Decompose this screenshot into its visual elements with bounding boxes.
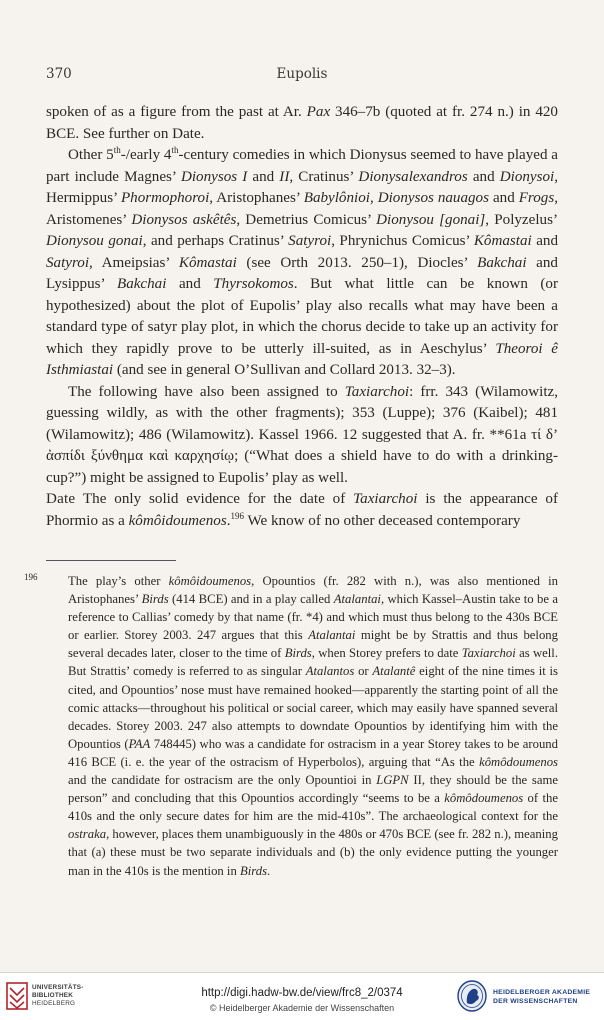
footnote-196: $^{196}$ The play’s other kômôidoumenos, Opountios (fr. 282 with n.), was also mentioned in Aristophanes’ Birds (414 BCE) and in a play called Atalantai, which Kassel–Austin take to be a reference to Callias’ comedy by that name (fr. *4) and which must thus belong to the 430s BCE or earlier. Storey 2003. 247 argues that this Atalantai might be by Strattis and thus belong several decades later, closer to the time of Birds, when Storey prefers to date Taxiarchoi as well. But Strattis’ comedy is referred to as singular Atalantos or Atalantê eight of the nine times it is cited, and Opountios’ nose must have remained hooked—apparently the starting point of all the comic attacks—throughout his political or social career, which may easily have spanned several decades. Storey 2003. 247 also attempts to downdate Opountios by identifying him with the Opountios (PAA 748445) who was a candidate for ostracism in a year Storey takes to be around 416 BCE (i. e. the year of the ostracism of Hyperbolos), arguing that “As the kômôdoumenos and the candidate for ostracism are the only Opountioi in LGPN II, they should be the same person” and concluding that this Opountios accordingly “seems to be a kômôdoumenos of the 410s and the only secure dates for him are the mid-410s”. The archaeological context for the ostraka, however, places them unambiguously in the 480s or 470s BCE (see fr. 282 n.), meaning that (a) these must be two separate individuals and (b) the only evidence putting the younger man in the 410s is the mention in Birds. (24, 571, 559, 878)
paragraph-2: Other 5th-/early 4th-century comedies in which Dionysus seemed to have played a part include Magnes’ Dionysos I and II, Cratinus’ Dionysalexandros and Dionysoi, Hermippus’ Phormophoroi, Aristophanes’ Babylônioi, Dionysos nauagos and Frogs, Aristomenes’ Dionysos askêtês, Demetrius Comicus’ Dionysou [gonai], Polyzelus’ Dionysou gonai, and perhaps Cratinus’ Satyroi, Phrynichus Comicus’ Kômastai and Satyroi, Ameipsias’ Kômastai (see Orth 2013. 250–1), Diocles’ Bakchai and Lysippus’ Bakchai and Thyrsokomos. But what little can be known (or hypothesized) about the plot of Eupolis’ play also recalls what may have been a standard type of satyr play plot, in which the chorus decide to take up an activity for which they rapidly prove to be utterly ill-suited, as in Aeschylus’ Theoroi ê Isthmiastai (and see in general O’Sullivan and Collard 2013. 32–3). (46, 144, 559, 378)
hadw-logo[interactable] (456, 979, 598, 1015)
hadw-logo-text: HEIDELBERGER AKADEMIE DER WISSENSCHAFTEN (493, 989, 591, 1005)
permalink-url[interactable]: http://digi.hadw-bw.de/view/frc8_2/0374 (201, 987, 403, 999)
ub-logo-text: UNIVERSITÄTS- BIBLIOTHEK HEIDELBERG (32, 984, 84, 1007)
section-heading-date: Date (46, 491, 76, 507)
footnote-rule (46, 560, 176, 561)
ub-shield-icon (6, 981, 28, 1011)
footer-center (130, 987, 474, 1013)
footnotes (24, 571, 559, 880)
paragraph-date: Date The only solid evidence for the date of Taxiarchoi is the appearance of Phormio as a kômôidoumenos.$^{196}$ We know of no other deceased contemporary (46, 491, 558, 529)
academy-seal-icon (456, 979, 488, 1013)
footnote-reference[interactable]: 196 (230, 510, 244, 521)
running-title: Eupolis (276, 66, 328, 82)
running-head (46, 66, 558, 86)
viewer-footer (0, 972, 604, 1020)
main-text (46, 102, 558, 532)
ub-heidelberg-logo[interactable] (6, 981, 84, 1015)
copyright-notice: © Heidelberger Akademie der Wissenschaften (209, 1003, 395, 1013)
paragraph-3: The following have also been assigned to Taxiarchoi: frr. 343 (Wilamowitz, guessing wildly, as with the other fragments); 353 (Luppe); 376 (Kaibel); 481 (Wilamowitz); 486 (Wilamowitz). Kassel 1966. 12 suggested that A. fr. **61a τί δ’ ἀσπίδι ξύνθημα καὶ καρχησίῳ; (“What does a shield have to do with a drinking-cup?”) might be assigned to Eupolis’ play as well. (46, 383, 558, 486)
page-number: 370 (46, 66, 72, 82)
paragraph-1: spoken of as a figure from the past at Ar. Pax 346–7b (quoted at fr. 274 n.) in 420 BCE. See further on Date. (46, 104, 558, 142)
